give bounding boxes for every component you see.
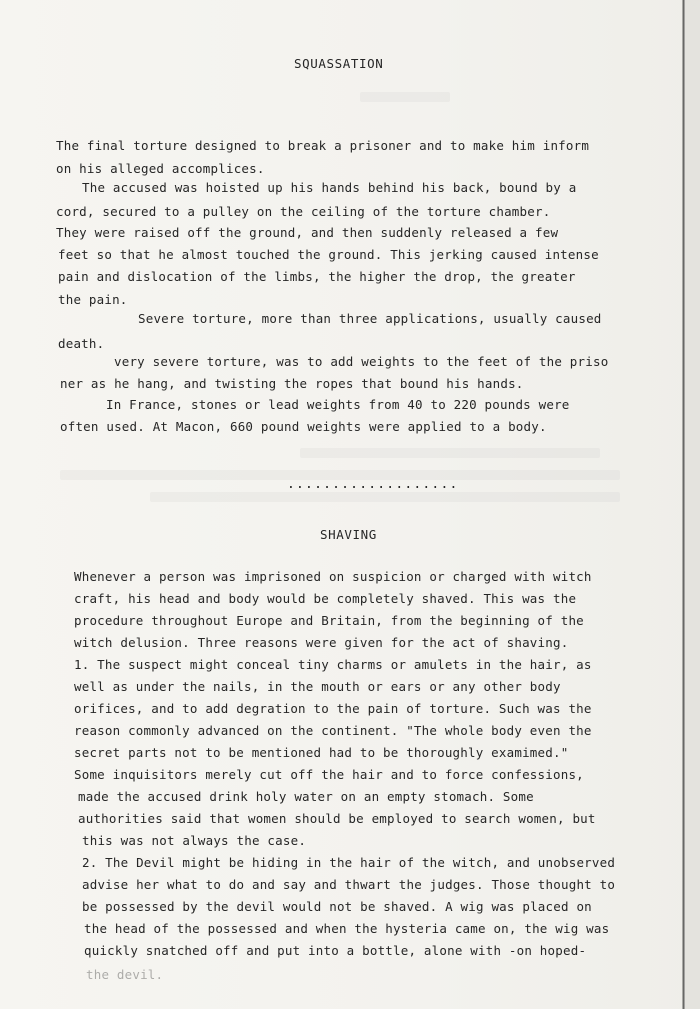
paragraph-line: witch delusion. Three reasons were given for the act of shaving. <box>74 635 569 650</box>
paragraph-line: craft, his head and body would be completely shaved. This was the <box>74 591 577 606</box>
paragraph-line: The final torture designed to break a prisoner and to make him inform <box>56 138 590 153</box>
section-title-squassation: SQUASSATION <box>294 56 384 71</box>
paragraph-line: quickly snatched off and put into a bottle, alone with -on hoped- <box>84 943 587 958</box>
paragraph-line: very severe torture, was to add weights to the feet of the priso <box>114 354 609 369</box>
paragraph-line: made the accused drink holy water on an empty stomach. Some <box>78 789 534 804</box>
section-title-shaving: SHAVING <box>320 527 377 542</box>
section-separator: ................... <box>287 477 459 492</box>
paragraph-line: secret parts not to be mentioned had to be thoroughly examimed." <box>74 745 569 760</box>
paragraph-line: 1. The suspect might conceal tiny charms or amulets in the hair, as <box>74 657 592 672</box>
paragraph-line: feet so that he almost touched the ground. This jerking caused intense <box>58 247 599 262</box>
paragraph-line: ner as he hang, and twisting the ropes that bound his hands. <box>60 376 524 391</box>
bleed-through-mark <box>360 92 450 102</box>
paragraph-line: the pain. <box>58 292 128 307</box>
paragraph-line: advise her what to do and say and thwart the judges. Those thought to <box>82 877 616 892</box>
paragraph-line: well as under the nails, in the mouth or ears or any other body <box>74 679 561 694</box>
paragraph-line: Severe torture, more than three applications, usually caused <box>138 311 602 326</box>
page-edge-strip <box>685 0 700 1009</box>
paragraph-line: cord, secured to a pulley on the ceiling of the torture chamber. <box>56 204 551 219</box>
paragraph-line: procedure throughout Europe and Britain, from the beginning of the <box>74 613 584 628</box>
paragraph-line: orifices, and to add degration to the pain of torture. Such was the <box>74 701 592 716</box>
paragraph-line: death. <box>58 336 105 351</box>
paragraph-line: reason commonly advanced on the continent. "The whole body even the <box>74 723 592 738</box>
paragraph-line: The accused was hoisted up his hands behind his back, bound by a <box>82 180 577 195</box>
paragraph-line: the devil. <box>86 967 164 982</box>
paragraph-line: pain and dislocation of the limbs, the higher the drop, the greater <box>58 269 576 284</box>
paragraph-line: Some inquisitors merely cut off the hair and to force confessions, <box>74 767 584 782</box>
bleed-through-mark <box>150 492 620 502</box>
paragraph-line: 2. The Devil might be hiding in the hair of the witch, and unobserved <box>82 855 616 870</box>
paragraph-line: often used. At Macon, 660 pound weights were applied to a body. <box>60 419 547 434</box>
paragraph-line: In France, stones or lead weights from 40 to 220 pounds were <box>106 397 570 412</box>
paragraph-line: on his alleged accomplices. <box>56 161 265 176</box>
paragraph-line: the head of the possessed and when the hysteria came on, the wig was <box>84 921 610 936</box>
paragraph-line: Whenever a person was imprisoned on suspicion or charged with witch <box>74 569 592 584</box>
paragraph-line: this was not always the case. <box>82 833 307 848</box>
paragraph-line: authorities said that women should be employed to search women, but <box>78 811 596 826</box>
paragraph-line: be possessed by the devil would not be shaved. A wig was placed on <box>82 899 592 914</box>
bleed-through-mark <box>300 448 600 458</box>
paragraph-line: They were raised off the ground, and then suddenly released a few <box>56 225 559 240</box>
